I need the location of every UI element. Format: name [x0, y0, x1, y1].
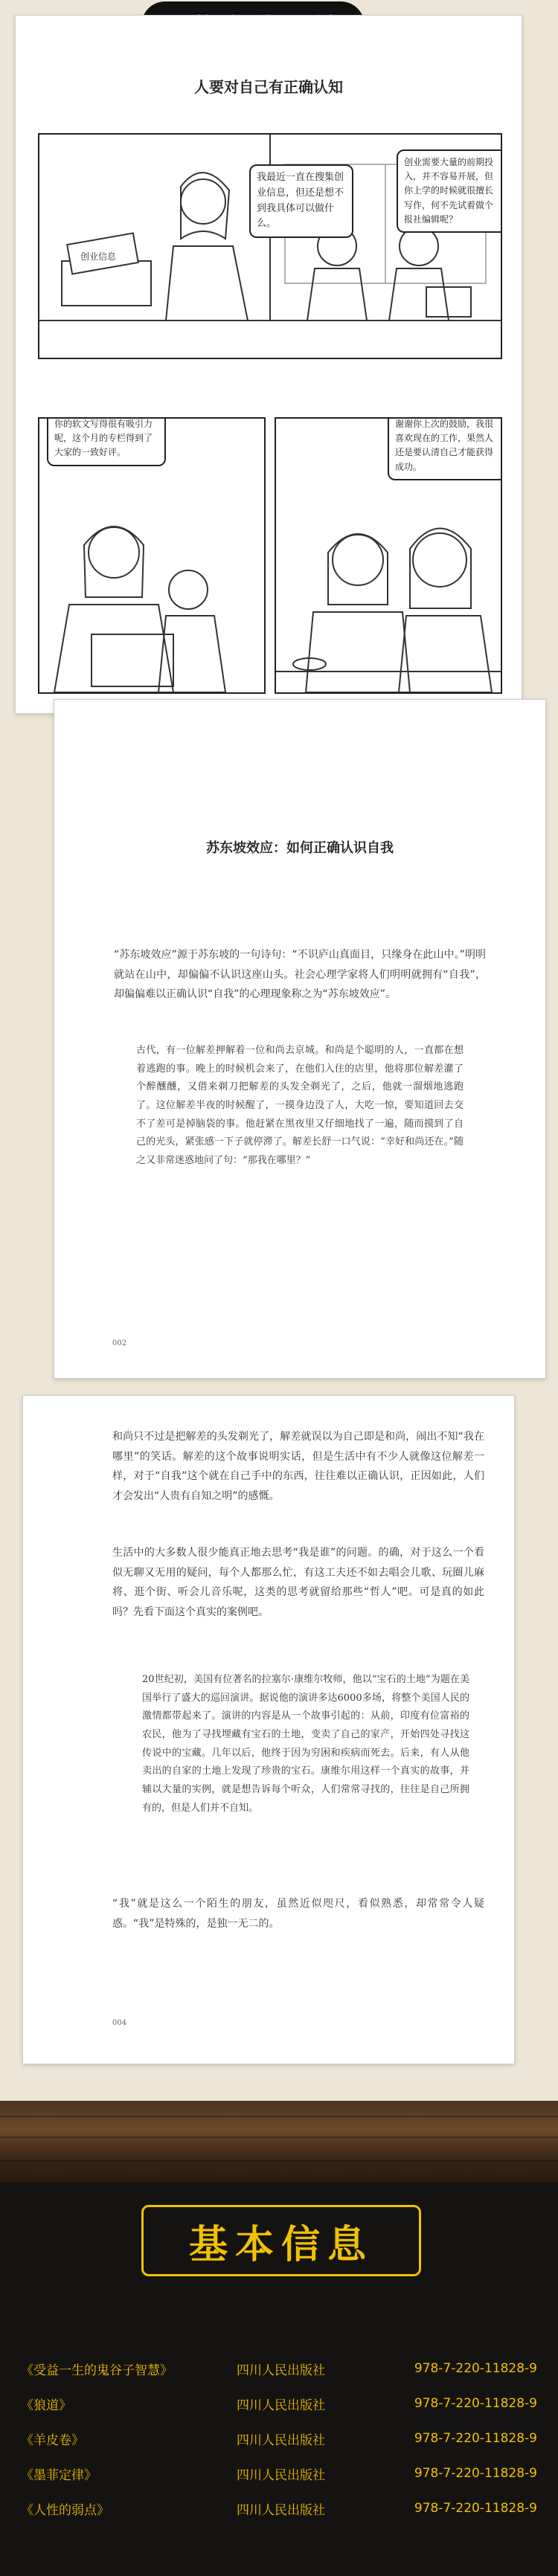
chapter-title: 苏东坡效应：如何正确认识自我 — [206, 840, 394, 856]
body-paragraph-1: 和尚只不过是把解差的头发剃光了，解差就误以为自己即是和尚，闹出不知“我在哪里”的笑话。解差的这个故事说明实话，但是生活中有不少人就像这位解差一样，对于“自我”这个就在自己手中的东西，往往难以正确认识，正因如此，人们才会发出“人贵有自知之明”的感慨。 — [112, 1431, 484, 1502]
book-title: 《墨菲定律》 — [21, 2467, 97, 2483]
book-title: 《人性的弱点》 — [21, 2502, 109, 2518]
info-title: 基本信息 — [188, 2222, 373, 2267]
isbn: 978-7-220-11828-9 — [414, 2361, 537, 2376]
sign-text: 创业信息 — [80, 251, 117, 262]
info-banner — [141, 2205, 421, 2276]
comic-title: 人要对自己有正确认知 — [194, 78, 343, 96]
info-row — [21, 2356, 537, 2381]
comic-panel-1 — [38, 133, 502, 359]
page-number-2: 004 — [112, 2019, 127, 2027]
body-paragraph-2: 生活中的大多数人很少能真正地去思考“我是谁”的问题。的确，对于这么一个看似无聊又无用的疑问，每个人都那么忙，有这工夫还不如去唱会儿歌、玩圈儿麻将、逛个街、听会儿音乐呢，这类的思考就留给那些“哲人”吧。可是真的如此吗？先看下面这个真实的案例吧。 — [112, 1547, 484, 1618]
info-row — [21, 2426, 537, 2451]
body-paragraph-3: “我”就是这么一个陌生的朋友，虽然近似咫尺，看似熟悉，却常常令人疑惑。“我”是特殊的，是独一无二的。 — [112, 1898, 484, 1930]
publisher: 四川人民出版社 — [237, 2432, 325, 2448]
info-row — [21, 2461, 537, 2486]
speech-bubble-1: 我最近一直在搜集创业信息，但还是想不到我具体可以做什么。 — [249, 164, 353, 238]
publisher: 四川人民出版社 — [237, 2467, 325, 2483]
info-row — [21, 2496, 537, 2521]
comic-panel-3 — [275, 417, 502, 694]
text-page-1 — [54, 699, 546, 1379]
book-title: 《羊皮卷》 — [21, 2432, 84, 2448]
book-title: 《狼道》 — [21, 2398, 71, 2413]
intro-paragraph: “苏东坡效应”源于苏东坡的一句诗句：“不识庐山真面目，只缘身在此山中。”明明就站在山中，却偏偏不认识这座山头。社会心理学家将人们明明就拥有“自我”，却偏偏难以正确认识“自我”的心理现象称之为“苏东坡效应”。 — [114, 949, 486, 1001]
isbn: 978-7-220-11828-9 — [414, 2501, 537, 2516]
publisher: 四川人民出版社 — [237, 2398, 325, 2413]
book-title: 《受益一生的鬼谷子智慧》 — [21, 2363, 173, 2378]
speech-bubble-4: 谢谢你上次的鼓励，我很喜欢现在的工作，果然人还是要认清自己才能获得成功。 — [388, 417, 502, 480]
info-row — [21, 2391, 537, 2416]
isbn: 978-7-220-11828-9 — [414, 2466, 537, 2481]
comic-page — [15, 15, 522, 714]
text-page-2 — [22, 1395, 515, 2064]
isbn: 978-7-220-11828-9 — [414, 2431, 537, 2446]
isbn: 978-7-220-11828-9 — [414, 2396, 537, 2411]
publisher: 四川人民出版社 — [237, 2363, 325, 2378]
story-paragraph-2: 20世纪初，美国有位著名的拉塞尔·康维尔牧师，他以“宝石的土地”为题在美国举行了盛大的巡回演讲。据说他的演讲多达6000多场，将整个美国人民的激情都带起来了。演讲的内容是从一个故事引起的：从前，印度有位富裕的农民，他为了寻找埋藏有宝石的土地，变卖了自己的家产，开始四处寻找这传说中的宝藏。几年以后，他终于因为穷困和疾病而死去。后来，有人从他卖出的自家的土地上发现了珍贵的宝石。康维尔用这样一个真实的故事，并辅以大量的实例，就是想告诉每个听众，人们常常寻找的，往往是自己所拥有的，但是人们并不自知。 — [142, 1674, 469, 1814]
story-paragraph-1: 古代，有一位解差押解着一位和尚去京城。和尚是个聪明的人，一直都在想着逃跑的事。晚上的时候机会来了，在他们入住的店里，他将那位解差灌了个醉醺醺，又借来剃刀把解差的头发全剃光了，之后，他就一溜烟地逃跑了。这位解差半夜的时候醒了，一摸身边没了人，大吃一惊，要知道回去交不了差可是掉脑袋的事。他赶紧在黑夜里又仔细地找了一遍，随而摸到了自己的光头，紧张感一下子就停滞了。解差长舒一口气说：“幸好和尚还在。”随之又非常迷惑地问了句：“那我在哪里？” — [136, 1045, 464, 1167]
speech-bubble-3: 你的软文写得很有吸引力呢，这个月的专栏得到了大家的一致好评。 — [47, 417, 166, 466]
basic-info-section — [0, 2183, 558, 2576]
publisher: 四川人民出版社 — [237, 2502, 325, 2518]
comic-panel-2 — [38, 417, 266, 694]
speech-bubble-2: 创业需要大量的前期投入，并不容易开展，但你上学的时候就很擅长写作，何不先试着做个报社编辑呢？ — [397, 149, 502, 233]
page-number-1: 002 — [112, 1339, 127, 1347]
wood-texture-strip — [0, 2101, 558, 2183]
